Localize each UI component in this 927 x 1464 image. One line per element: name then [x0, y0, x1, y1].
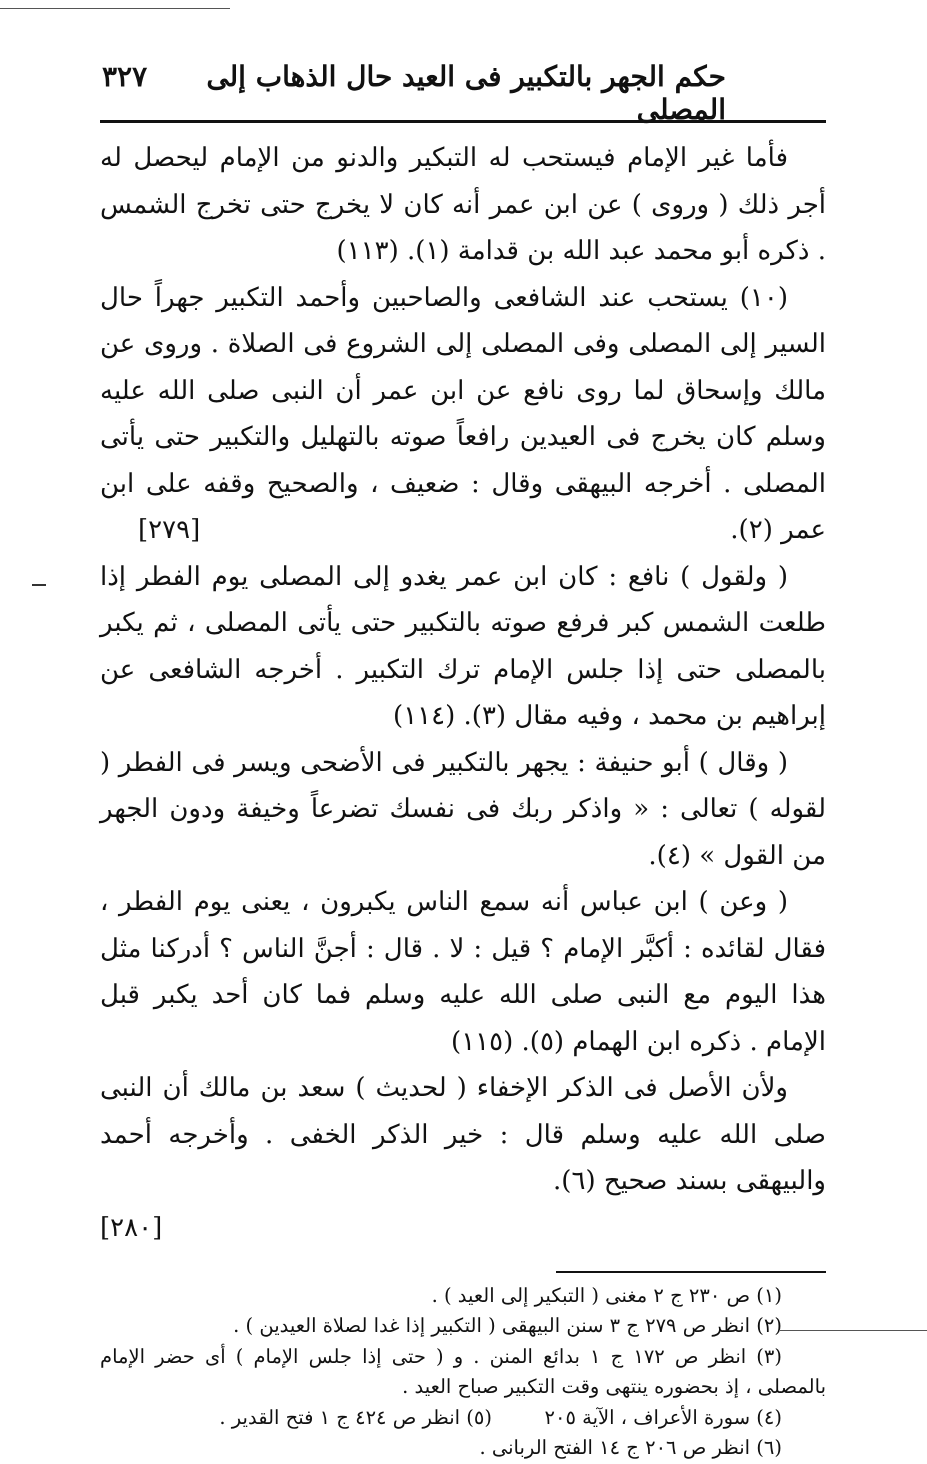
header-title: حكم الجهر بالتكبير فى العيد حال الذهاب إلى المصلى	[206, 60, 726, 126]
footnote-6: (٦) انظر ص ٢٠٦ ج ١٤ الفتح الربانى .	[479, 1436, 782, 1459]
paragraph-3: ( ولقول ) نافع : كان ابن عمر يغدو إلى المصلى يوم الفطر إذا طلعت الشمس كبر فرفع صوته بالتكبير حتى يأتى المصلى ، ثم يكبر بالمصلى حتى إذا جلس الإمام ترك التكبير . أخرجه الشافعى عن إبراهيم بن محمد ، وفيه مقال (٣). (١١٤)	[100, 561, 826, 731]
page-reference: [٢٨٠]	[100, 1212, 163, 1243]
paragraph-2-text: (١٠) يستحب عند الشافعى والصاحبين وأحمد التكبير جهراً حال السير إلى المصلى وفى المصلى إلى الشروع فى الصلاة . وروى عن مالك وإسحاق لما روى نافع عن ابن عمر أن النبى صلى الله عليه وسلم كان يخرج فى العيدين رافعاً صوته بالتهليل والتكبير حتى يأتى المصلى . أخرجه البيهقى وقال : ضعيف ، والصحيح وقفه على ابن عمر (٢).	[100, 282, 826, 545]
footnote-4: (٤) سورة الأعراف ، الآية ٢٠٥	[544, 1405, 782, 1429]
footnote-separator	[556, 1271, 826, 1273]
paragraph-2	[100, 275, 826, 554]
page-reference: [٢٧٩]	[138, 515, 201, 545]
scan-edge-line-top	[0, 8, 230, 9]
paragraph-4: ( وقال ) أبو حنيفة : يجهر بالتكبير فى الأضحى ويسر فى الفطر ( لقوله ) تعالى : « واذكر ربك فى نفسك تضرعاً وخيفة ودون الجهر من القول » (٤).	[100, 747, 826, 871]
book-page	[100, 60, 826, 1464]
page-number: ٣٢٧	[102, 60, 148, 93]
running-header	[100, 60, 826, 126]
footnote-3: (٣) انظر ص ١٧٢ ج ١ بدائع المنن . و ( حتى إذا جلس الإمام ) أى حضر الإمام بالمصلى ، إذ بحضوره ينتهى وقت التكبير صباح العيد .	[100, 1344, 826, 1398]
paragraph-5: ( وعن ) ابن عباس أنه سمع الناس يكبرون ، يعنى يوم الفطر ، فقال لقائده : أكبَّر الإمام ؟ قيل : لا . قال : أجنَّ الناس ؟ أدركنا مثل هذا اليوم مع النبى صلى الله عليه وسلم فما كان أحد يكبر قبل الإمام . ذكره ابن الهمام (٥). (١١٥)	[100, 887, 826, 1057]
footnote-2: (٢) انظر ص ٢٧٩ ج ٣ سنن البيهقى ( التكبير إذا غدا لصلاة العيدين ) .	[233, 1314, 782, 1337]
scan-margin-mark	[32, 584, 46, 586]
footnote-1: (١) ص ٢٣٠ ج ٢ مغنى ( التبكير إلى العيد ) .	[431, 1283, 782, 1307]
paragraph-6: ولأن الأصل فى الذكر الإخفاء ( لحديث ) سعد بن مالك أن النبى صلى الله عليه وسلم قال : خير الذكر الخفى . وأخرجه أحمد والبيهقى بسند صحيح (٦).	[100, 1073, 826, 1196]
paragraph-1: فأما غير الإمام فيستحب له التبكير والدنو من الإمام ليحصل له أجر ذلك ( وروى ) عن ابن عمر أنه كان لا يخرج حتى تخرج الشمس . ذكره أبو محمد عبد الله بن قدامة (١). (١١٣)	[100, 143, 826, 266]
footnote-row	[100, 1403, 826, 1434]
main-text	[100, 123, 826, 1251]
footnote-5: (٥) انظر ص ٤٢٤ ج ١ فتح القدير .	[219, 1405, 492, 1429]
footnotes	[100, 1281, 826, 1464]
